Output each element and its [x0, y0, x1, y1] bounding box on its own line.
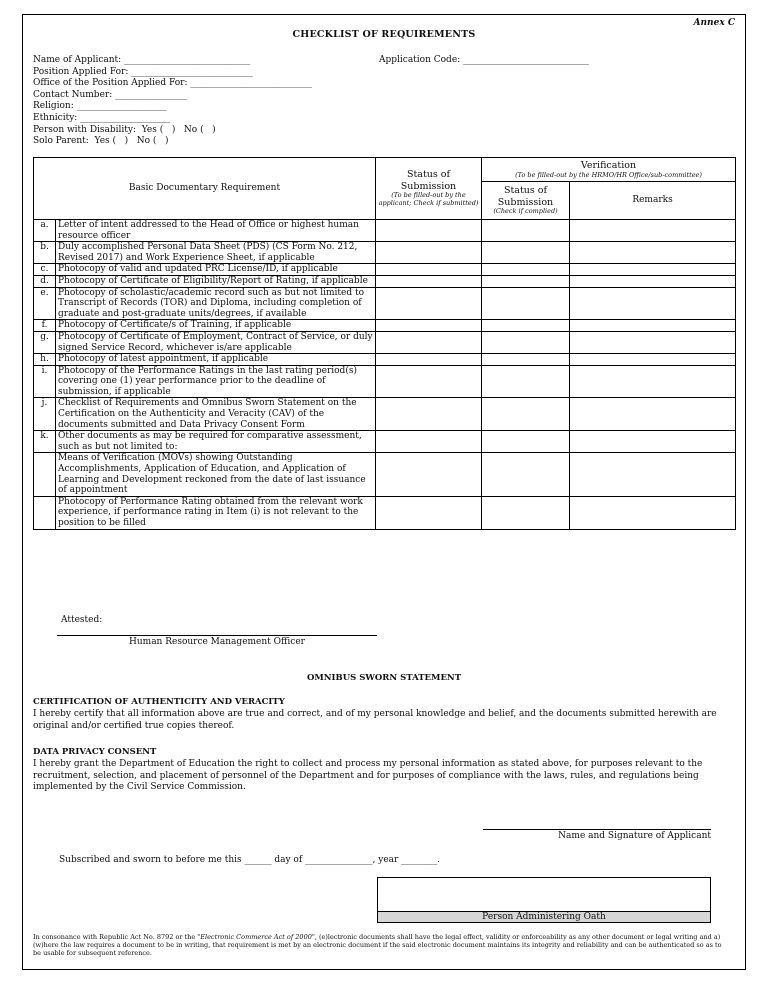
row-requirement: Other documents as may be required for comparative assessment, such as but not limited to: [56, 431, 376, 453]
pwd-field[interactable]: Person with Disability: Yes ( ) No ( ) [33, 124, 216, 135]
table-row [34, 264, 736, 276]
row-status-cell[interactable] [376, 219, 482, 241]
row-status-cell[interactable] [376, 331, 482, 353]
row-letter [34, 496, 56, 529]
row-remarks-cell[interactable] [570, 431, 736, 453]
row-status-cell[interactable] [376, 453, 482, 496]
row-remarks-cell[interactable] [570, 331, 736, 353]
row-requirement: Photocopy of Performance Rating obtained from the relevant work experience, if performance rating in Item (i) is not relevant to the position to be filled [56, 496, 376, 529]
row-letter: e. [34, 287, 56, 320]
cav-title: CERTIFICATION OF AUTHENTICITY AND VERACITY [33, 697, 285, 707]
row-verification-cell[interactable] [482, 264, 570, 276]
table-row [34, 320, 736, 332]
row-verification-cell[interactable] [482, 320, 570, 332]
row-status-cell[interactable] [376, 398, 482, 431]
page-title: CHECKLIST OF REQUIREMENTS [292, 29, 476, 40]
row-letter: d. [34, 275, 56, 287]
row-verification-cell[interactable] [482, 398, 570, 431]
row-remarks-cell[interactable] [570, 219, 736, 241]
row-verification-cell[interactable] [482, 331, 570, 353]
omnibus-title: OMNIBUS SWORN STATEMENT [306, 673, 462, 683]
row-requirement: Photocopy of scholastic/academic record such as but not limited to Transcript of Records (TOR) and Diploma, including completion of graduate and post-graduate units/degrees, if available [56, 287, 376, 320]
row-status-cell[interactable] [376, 496, 482, 529]
row-status-cell[interactable] [376, 287, 482, 320]
contact-number-field[interactable]: Contact Number: ________________ [33, 89, 188, 100]
oath-label: Person Administering Oath [378, 911, 710, 922]
office-position-field[interactable]: Office of the Position Applied For: ___________________________ [33, 78, 312, 89]
row-status-cell[interactable] [376, 431, 482, 453]
row-requirement: Letter of intent addressed to the Head of Office or highest human resource officer [56, 219, 376, 241]
row-letter [34, 453, 56, 496]
row-requirement: Photocopy of Certificate of Eligibility/Report of Rating, if applicable [56, 275, 376, 287]
position-applied-field[interactable]: Position Applied For: ___________________________ [33, 66, 253, 77]
application-code-field[interactable]: Application Code: ____________________________ [379, 55, 590, 65]
religion-field[interactable]: Religion: ____________________ [33, 101, 167, 112]
table-row [34, 431, 736, 453]
row-remarks-cell[interactable] [570, 320, 736, 332]
row-requirement: Photocopy of valid and updated PRC License/ID, if applicable [56, 264, 376, 276]
privacy-title: DATA PRIVACY CONSENT [33, 747, 157, 757]
solo-parent-field[interactable]: Solo Parent: Yes ( ) No ( ) [33, 136, 169, 147]
row-remarks-cell[interactable] [570, 453, 736, 496]
row-remarks-cell[interactable] [570, 275, 736, 287]
row-requirement: Duly accomplished Personal Data Sheet (PDS) (CS Form No. 212, Revised 2017) and Work Experience Sheet, if applicable [56, 242, 376, 264]
row-remarks-cell[interactable] [570, 365, 736, 398]
row-letter: j. [34, 398, 56, 431]
row-letter: g. [34, 331, 56, 353]
table-row [34, 398, 736, 431]
row-verification-cell[interactable] [482, 453, 570, 496]
row-requirement: Photocopy of latest appointment, if applicable [56, 354, 376, 366]
row-remarks-cell[interactable] [570, 264, 736, 276]
table-row [34, 354, 736, 366]
row-letter: b. [34, 242, 56, 264]
applicant-signature-label: Name and Signature of Applicant [558, 831, 711, 841]
oath-signature-box[interactable] [377, 877, 711, 923]
table-row [34, 331, 736, 353]
requirements-table [33, 157, 736, 530]
row-status-cell[interactable] [376, 242, 482, 264]
header-ver-status: Status of Submission (Check if complied) [482, 182, 570, 220]
hr-signature-line [57, 635, 377, 636]
row-verification-cell[interactable] [482, 496, 570, 529]
ethnicity-field[interactable]: Ethnicity: ____________________ [33, 112, 171, 123]
row-remarks-cell[interactable] [570, 242, 736, 264]
row-letter: k. [34, 431, 56, 453]
row-requirement: Photocopy of Certificate/s of Training, if applicable [56, 320, 376, 332]
table-row [34, 496, 736, 529]
footer-note: In consonance with Republic Act No. 8792 or the "Electronic Commerce Act of 2000", (e)lectronic documents shall have the legal effect, validity or enforceability as any other document or legal writing and a) (w)here the law requires a document to be in writing, that requirement is met by an electronic document if the said electronic document maintains its integrity and reliability and can be authenticated so as to be usable for subsequent reference. [33, 933, 722, 958]
annex-label: Annex C [693, 18, 735, 28]
sworn-statement: Subscribed and sworn to before me this ______ day of _______________, year ________. [59, 855, 441, 865]
table-row [34, 365, 736, 398]
table-row [34, 219, 736, 241]
table-row [34, 275, 736, 287]
row-requirement: Means of Verification (MOVs) showing Outstanding Accomplishments, Application of Education, and Application of Learning and Development reckoned from the date of last issuance of appointment [56, 453, 376, 496]
row-requirement: Checklist of Requirements and Omnibus Sworn Statement on the Certification on the Authenticity and Veracity (CAV) of the documents submitted and Data Privacy Consent Form [56, 398, 376, 431]
row-remarks-cell[interactable] [570, 354, 736, 366]
row-letter: a. [34, 219, 56, 241]
row-verification-cell[interactable] [482, 242, 570, 264]
table-row [34, 287, 736, 320]
header-status: Status of Submission (To be filled-out by the applicant; Check if submitted) [376, 158, 482, 220]
row-status-cell[interactable] [376, 354, 482, 366]
row-verification-cell[interactable] [482, 219, 570, 241]
row-verification-cell[interactable] [482, 275, 570, 287]
attested-label: Attested: [61, 615, 103, 625]
row-status-cell[interactable] [376, 275, 482, 287]
row-remarks-cell[interactable] [570, 496, 736, 529]
row-letter: h. [34, 354, 56, 366]
header-requirement: Basic Documentary Requirement [34, 158, 376, 220]
table-row [34, 242, 736, 264]
row-letter: i. [34, 365, 56, 398]
row-verification-cell[interactable] [482, 354, 570, 366]
row-letter: c. [34, 264, 56, 276]
row-verification-cell[interactable] [482, 431, 570, 453]
row-status-cell[interactable] [376, 264, 482, 276]
cav-body: I hereby certify that all information above are true and correct, and of my personal knowledge and belief, and the documents submitted herewith are original and/or certified true copies thereof. [33, 709, 717, 731]
row-requirement: Photocopy of Certificate of Employment, Contract of Service, or duly signed Service Record, whichever is/are applicable [56, 331, 376, 353]
table-row [34, 453, 736, 496]
hr-officer-label: Human Resource Management Officer [129, 637, 305, 647]
row-verification-cell[interactable] [482, 287, 570, 320]
header-remarks: Remarks [570, 182, 736, 220]
row-status-cell[interactable] [376, 365, 482, 398]
row-status-cell[interactable] [376, 320, 482, 332]
row-requirement: Photocopy of the Performance Ratings in the last rating period(s) covering one (1) year performance prior to the deadline of submission, if applicable [56, 365, 376, 398]
row-remarks-cell[interactable] [570, 398, 736, 431]
document-page [22, 14, 746, 970]
applicant-info [33, 55, 312, 148]
header-verification: Verification (To be filled-out by the HRMO/HR Office/sub-committee) [482, 158, 736, 182]
privacy-body: I hereby grant the Department of Education the right to collect and process my personal information as stated above, for purposes relevant to the recruitment, selection, and placement of personnel of the Department and for purposes of compliance with the laws, rules, and regulations being implemented by the Civil Service Commission. [33, 759, 703, 792]
row-verification-cell[interactable] [482, 365, 570, 398]
row-remarks-cell[interactable] [570, 287, 736, 320]
row-letter: f. [34, 320, 56, 332]
applicant-signature-line[interactable] [483, 829, 711, 830]
applicant-name-field[interactable]: Name of Applicant: ____________________________ [33, 55, 251, 65]
